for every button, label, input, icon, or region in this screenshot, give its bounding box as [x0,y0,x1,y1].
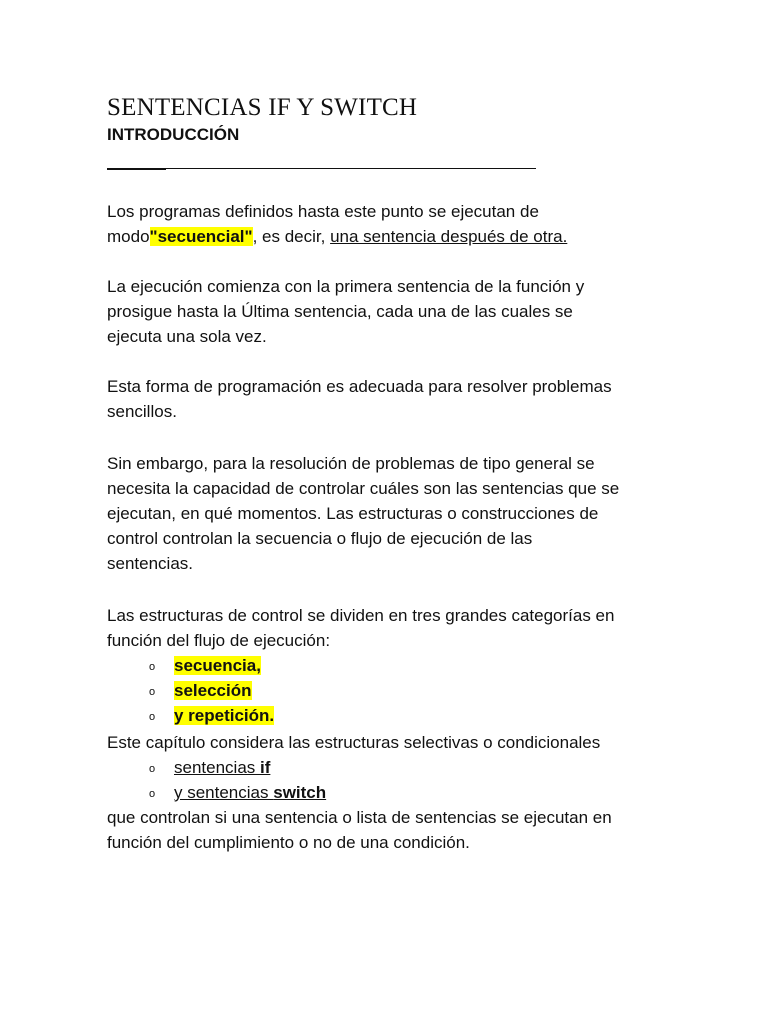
list-item-seleccion [174,678,252,703]
bullet-icon: o [149,763,156,775]
list-item-secuencia [174,653,261,678]
paragraph-3-line-2: sencillos. [107,402,177,421]
paragraph-4-line-3: ejecutan, en qué momentos. Las estructuras o construcciones de [107,504,599,523]
paragraph-3-line-1: Esta forma de programación es adecuada para resolver problemas [107,377,612,396]
list-item-sentencias-switch [174,780,326,805]
paragraph-7-line-2: función del cumplimiento o no de una condición. [107,833,470,852]
heading-rule [166,168,536,169]
highlighted-term-secuencial: "secuencial" [149,227,253,246]
paragraph-4-line-4: control controlan la secuencia o flujo de ejecución de las [107,529,533,548]
paragraph-5-line-2: función del flujo de ejecución: [107,631,331,650]
document-title: SENTENCIAS IF Y SWITCH [107,94,418,121]
list-item-text: y sentencias [174,783,274,802]
paragraph-6: Este capítulo considera las estructuras selectivas o condicionales [107,733,601,752]
list-item-text: sentencias [174,758,260,777]
bullet-icon: o [149,711,156,723]
paragraph-1-line-2 [107,224,567,249]
bullet-icon: o [149,661,156,673]
keyword-if: if [260,758,271,777]
section-heading: INTRODUCCIÓN [107,125,240,144]
list-item-repeticion [174,703,274,728]
text-prefix: modo [107,227,150,246]
paragraph-1-line-1: Los programas definidos hasta este punto se ejecutan de [107,202,539,221]
bullet-icon: o [149,788,156,800]
paragraph-7-line-1: que controlan si una sentencia o lista de sentencias se ejecutan en [107,808,612,827]
heading-rule-thick [107,168,166,170]
bullet-icon: o [149,686,156,698]
paragraph-4-line-5: sentencias. [107,554,193,573]
paragraph-4-line-2: necesita la capacidad de controlar cuáles son las sentencias que se [107,479,620,498]
paragraph-2-line-2: prosigue hasta la Última sentencia, cada una de las cuales se [107,302,573,321]
highlighted-term: y repetición. [174,706,275,725]
highlighted-term: secuencia, [174,656,261,675]
paragraph-2-line-3: ejecuta una sola vez. [107,327,267,346]
text-mid: , es decir, [252,227,331,246]
paragraph-4-line-1: Sin embargo, para la resolución de problemas de tipo general se [107,454,595,473]
paragraph-5-line-1: Las estructuras de control se dividen en tres grandes categorías en [107,606,615,625]
list-item-sentencias-if [174,755,270,780]
keyword-switch: switch [273,783,327,802]
paragraph-2-line-1: La ejecución comienza con la primera sentencia de la función y [107,277,585,296]
underlined-phrase: una sentencia después de otra. [330,227,568,246]
highlighted-term: selección [174,681,252,700]
